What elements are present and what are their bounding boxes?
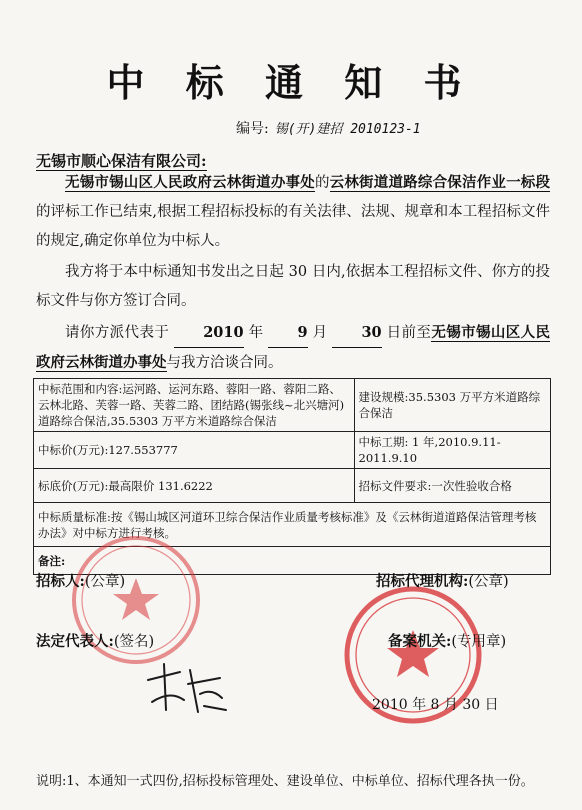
- serial-value: 锡(开)建招 2010123-1: [274, 122, 421, 137]
- quality-standard-cell: 中标质量标准:按《锡山城区河道环卫综合保洁作业质量考核标准》及《云林街道道路保洁管理考核办法》对中标方进行考核。: [34, 503, 551, 547]
- scale-cell: 建设规模:35.5303 万平方米道路综合保洁: [354, 379, 550, 432]
- remarks-cell: 备注:: [34, 547, 551, 575]
- negotiation-place: 无锡市锡山区人民政府云林街道办事处: [36, 324, 551, 371]
- year-unit: 年: [248, 325, 264, 341]
- negotiation-suffix: 与我方洽谈合同。: [166, 355, 283, 371]
- legal-sign-label: (签名): [113, 634, 155, 650]
- day-unit: 日前至: [386, 325, 432, 341]
- agent-line: [376, 570, 509, 591]
- scope-cell: 中标范围和内容:运河路、运河东路、蓉阳一路、蓉阳二路、云林北路、芙蓉一路、芙蓉二路、团结路(锡张线~北兴塘河)道路综合保洁,35.5303 万平方米道路综合保洁: [34, 379, 355, 432]
- table-row: [34, 432, 551, 469]
- award-text: 的评标工作已结束,根据工程招标投标的有关法律、法规、规章和本工程招标文件的规定,确定你单位为中标人。: [36, 204, 550, 249]
- connector-text: 的: [314, 175, 330, 191]
- filing-label: 备案机关:: [388, 633, 452, 650]
- negotiation-prefix: 请你方派代表于: [65, 325, 170, 341]
- tenderer-label: 招标人:: [36, 573, 85, 590]
- document-title: 中 标 通 知 书: [106, 61, 476, 105]
- ceiling-cell: 标底价(万元):最高限价 131.6222: [34, 469, 355, 503]
- filing-seal-label: (专用章): [451, 634, 507, 650]
- quality-req-cell: 招标文件要求:一次性验收合格: [354, 469, 550, 503]
- addressee-name: 无锡市顺心保洁有限公司:: [36, 152, 207, 170]
- agent-seal-label: (公章): [468, 574, 509, 590]
- month-unit: 月: [312, 325, 328, 341]
- serial-label: 编号:: [236, 121, 269, 137]
- period-cell: 中标工期: 1 年,2010.9.11-2011.9.10: [354, 432, 550, 469]
- tenderer-unit: 无锡市锡山区人民政府云林街道办事处: [65, 174, 315, 191]
- legal-rep-label: 法定代表人:: [36, 633, 114, 650]
- tenderer-line: [36, 570, 125, 591]
- paragraph-negotiation: [36, 318, 550, 378]
- agent-label: 招标代理机构:: [376, 573, 469, 590]
- legal-rep-line: [36, 630, 154, 651]
- serial-number: [236, 118, 421, 138]
- filing-line: [388, 630, 506, 651]
- paragraph-award: [36, 168, 550, 256]
- paragraph-contract: 我方将于本中标通知书发出之日起 30 日内,依据本工程招标文件、你方的投标文件与你方签订合同。: [36, 264, 550, 309]
- negotiation-month: 9: [268, 318, 307, 348]
- footnote: 说明:1、本通知一式四份,招标投标管理处、建设单位、中标单位、招标代理各执一份。: [36, 774, 534, 789]
- issue-date: 2010 年 8 月 30 日: [372, 697, 499, 713]
- tenderer-seal-label: (公章): [84, 574, 126, 590]
- project-name: 云林街道道路综合保洁作业一标段: [329, 174, 550, 191]
- handwritten-signature-icon: [140, 650, 230, 720]
- negotiation-day: 30: [332, 318, 381, 348]
- negotiation-year: 2010: [174, 318, 243, 348]
- price-cell: 中标价(万元):127.553777: [34, 432, 355, 469]
- table-row: [34, 469, 551, 503]
- table-row: [34, 379, 551, 432]
